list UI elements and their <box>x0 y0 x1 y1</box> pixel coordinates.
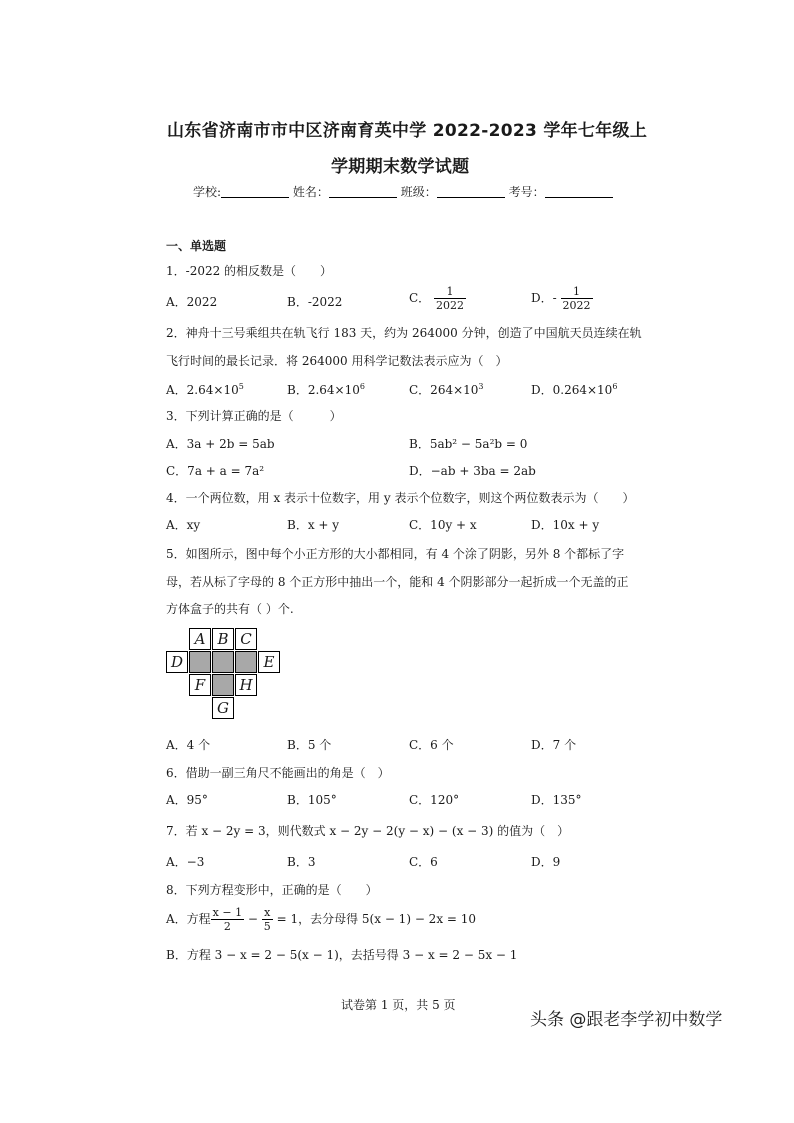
net-cell-f: F <box>189 674 211 696</box>
q3-option-a: A．3a + 2b = 5ab <box>166 437 275 451</box>
q1-c-denominator: 2022 <box>436 299 465 312</box>
exam-title-line2: 学期期末数学试题 <box>331 157 470 177</box>
q7-option-b: B．3 <box>287 855 316 869</box>
number-label: 考号： <box>508 185 545 199</box>
q2-option-c <box>409 381 484 398</box>
q3-option-d: D．−ab + 3ba = 2ab <box>409 464 536 478</box>
q8-a-fraction-1 <box>211 906 244 933</box>
q3-stem: 3．下列计算正确的是（ ） <box>166 409 342 423</box>
q1-stem: 1．-2022 的相反数是（ ） <box>166 264 333 278</box>
q2-b-base: B．2.64×10 <box>287 383 360 397</box>
q2-option-d <box>531 381 617 398</box>
q2-stem-line1: 2．神舟十三号乘组共在轨飞行 183 天，约为 264000 分钟，创造了中国航天员连续在轨 <box>166 326 642 340</box>
q1-c-numerator: 1 <box>434 285 466 299</box>
q8-a-num1: x − 1 <box>212 906 243 919</box>
q8-a-suffix: = 1，去分母得 5(x − 1) − 2x = 10 <box>272 912 477 926</box>
q7-option-a: A．−3 <box>166 855 205 869</box>
q3-option-c: C．7a + a = 7a² <box>166 464 265 478</box>
q2-c-exp: 3 <box>478 382 484 391</box>
net-cell-shaded-3 <box>235 651 257 673</box>
q4-stem: 4．一个两位数，用 x 表示十位数字，用 y 表示个位数字，则这个两位数表示为（ ） <box>166 491 635 505</box>
q8-a-den1: 2 <box>223 920 231 933</box>
q5-option-a: A．4 个 <box>166 738 211 752</box>
q1-d-numerator: 1 <box>561 285 593 299</box>
q8-a-num2: x <box>262 906 273 920</box>
q8-option-a <box>166 906 476 933</box>
q7-option-c: C．6 <box>409 855 438 869</box>
page-footer: 试卷第 1 页，共 5 页 <box>341 998 456 1012</box>
net-cell-c: C <box>235 628 257 650</box>
net-cell-h: H <box>235 674 257 696</box>
exam-title-line1: 山东省济南市市中区济南育英中学 2022-2023 学年七年级上 <box>167 121 648 141</box>
q7-stem: 7．若 x − 2y = 3，则代数式 x − 2y − 2(y − x) − (x − 3) 的值为（ ） <box>166 824 570 838</box>
net-cell-g: G <box>212 697 234 719</box>
q1-option-d-label: D．- <box>531 291 557 305</box>
q6-option-c: C．120° <box>409 793 460 807</box>
q8-a-den2: 5 <box>263 920 271 933</box>
q5-stem-line2: 母，若从标了字母的 8 个正方形中抽出一个，能和 4 个阴影部分一起折成一个无盖的正 <box>166 575 629 589</box>
q1-option-c-label: C． <box>409 291 431 305</box>
q8-stem: 8．下列方程变形中，正确的是（ ） <box>166 883 378 897</box>
q1-option-c <box>409 285 466 312</box>
name-label: 姓名： <box>292 185 329 199</box>
net-cell-a: A <box>189 628 211 650</box>
school-label: 学校: <box>193 185 222 199</box>
q8-a-fraction-2 <box>262 906 273 933</box>
q8-a-minus: − <box>244 912 262 926</box>
q1-option-d-fraction <box>561 285 593 312</box>
q4-option-c: C．10y + x <box>409 518 477 532</box>
q2-d-exp: 6 <box>612 382 618 391</box>
q4-option-b: B．x + y <box>287 518 340 532</box>
q5-option-b: B．5 个 <box>287 738 332 752</box>
section-heading: 一、单选题 <box>166 239 227 253</box>
q1-option-a: A．2022 <box>166 295 218 309</box>
q2-stem-line2: 飞行时间的最长记录．将 264000 用科学记数法表示应为（ ） <box>166 354 508 368</box>
q7-option-d: D．9 <box>531 855 561 869</box>
net-cell-d: D <box>166 651 188 673</box>
q2-c-base: C．264×10 <box>409 383 479 397</box>
cube-net-figure <box>166 628 286 720</box>
net-cell-e: E <box>258 651 280 673</box>
number-blank <box>545 185 613 198</box>
q2-b-exp: 6 <box>359 382 365 391</box>
q6-option-b: B．105° <box>287 793 337 807</box>
student-info-line <box>193 183 613 200</box>
q6-option-a: A．95° <box>166 793 208 807</box>
school-blank <box>221 185 289 198</box>
q4-option-a: A．xy <box>166 518 201 532</box>
class-blank <box>437 185 505 198</box>
q1-option-c-fraction <box>434 285 466 312</box>
q2-d-base: D．0.264×10 <box>531 383 613 397</box>
net-cell-shaded-4 <box>212 674 234 696</box>
q1-d-denominator: 2022 <box>562 299 591 312</box>
q5-stem-line1: 5．如图所示，图中每个小正方形的大小都相同，有 4 个涂了阴影，另外 8 个都标了字 <box>166 547 625 561</box>
q8-a-prefix: A．方程 <box>166 912 211 926</box>
q2-option-b <box>287 381 365 398</box>
q2-option-a <box>166 381 244 398</box>
q1-option-d <box>531 285 593 312</box>
q8-option-b: B．方程 3 − x = 2 − 5(x − 1)，去括号得 3 − x = 2 − 5x − 1 <box>166 948 518 962</box>
q5-stem-line3: 方体盒子的共有（ ）个. <box>166 602 294 616</box>
name-blank <box>329 185 397 198</box>
q1-option-b: B．-2022 <box>287 295 343 309</box>
q6-option-d: D．135° <box>531 793 582 807</box>
watermark: 头条 @跟老李学初中数学 <box>530 1010 723 1030</box>
q4-option-d: D．10x + y <box>531 518 600 532</box>
q5-option-d: D．7 个 <box>531 738 577 752</box>
q2-a-exp: 5 <box>238 382 244 391</box>
class-label: 班级： <box>400 185 437 199</box>
q5-option-c: C．6 个 <box>409 738 454 752</box>
net-cell-shaded-2 <box>212 651 234 673</box>
q3-option-b: B．5ab² − 5a²b = 0 <box>409 437 528 451</box>
q2-a-base: A．2.64×10 <box>166 383 239 397</box>
q6-stem: 6．借助一副三角尺不能画出的角是（ ） <box>166 766 390 780</box>
net-cell-b: B <box>212 628 234 650</box>
net-cell-shaded-1 <box>189 651 211 673</box>
